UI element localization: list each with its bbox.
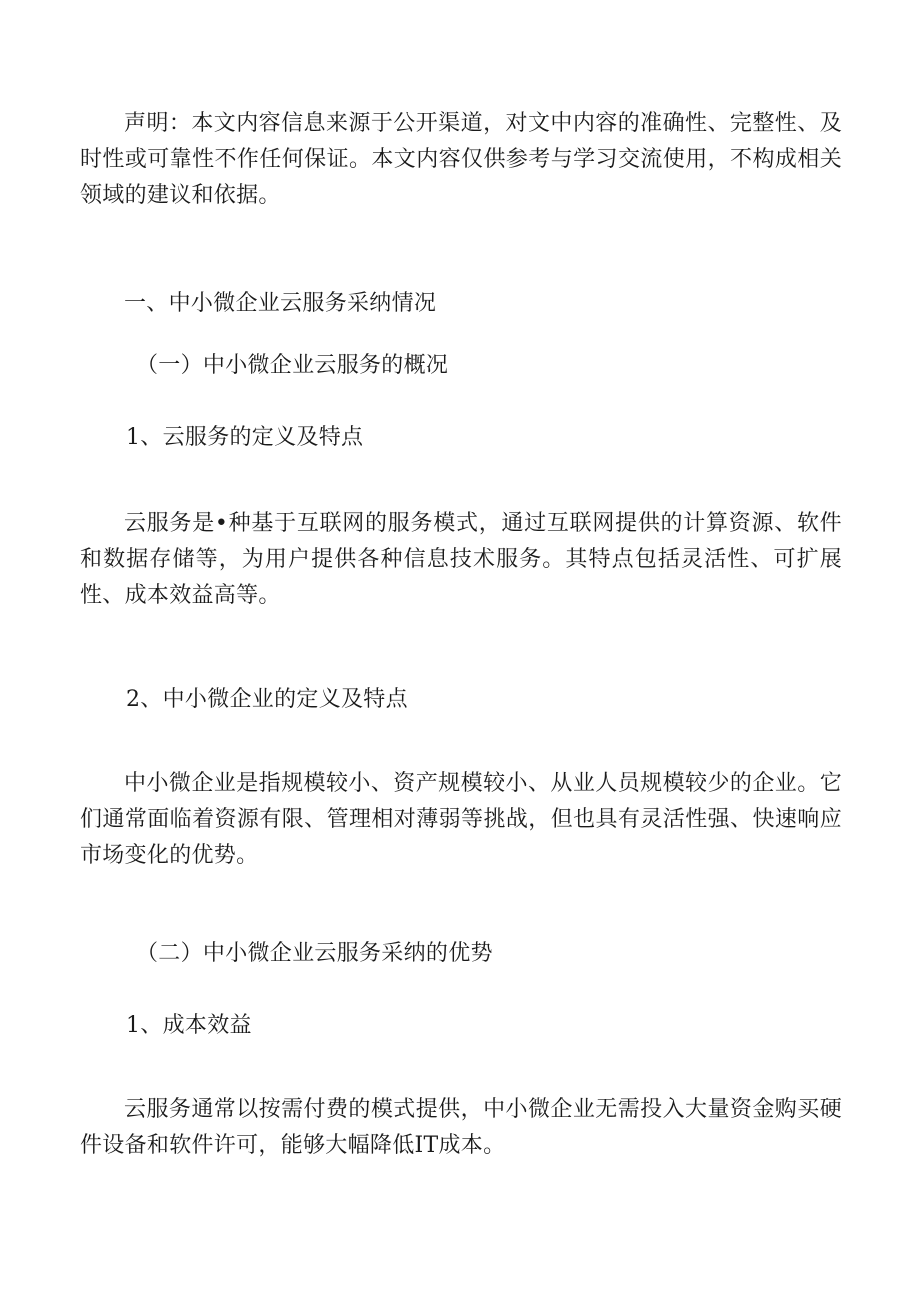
subsection-heading-advantages: （二）中小微企业云服务采纳的优势 xyxy=(136,941,493,966)
subsection-heading-overview: （一）中小微企业云服务的概况 xyxy=(136,353,449,378)
item-heading-cost-benefit: 1、成本效益 xyxy=(126,1013,252,1038)
paragraph-cost-benefit: 云服务通常以按需付费的模式提供，中小微企业无需投入大量资金购买硬件设备和软件许可，能够大幅降低IT成本。 xyxy=(80,1097,842,1158)
paragraph-cloud-definition: 云服务是•种基于互联网的服务模式，通过互联网提供的计算资源、软件和数据存储等，为用户提供各种信息技术服务。其特点包括灵活性、可扩展性、成本效益高等。 xyxy=(80,511,842,608)
section-heading-adoption: 一、中小微企业云服务采纳情况 xyxy=(124,291,437,316)
paragraph-sme-definition: 中小微企业是指规模较小、资产规模较小、从业人员规模较少的企业。它们通常面临着资源有限、管理相对薄弱等挑战，但也具有灵活性强、快速响应市场变化的优势。 xyxy=(80,771,842,868)
item-heading-cloud-definition: 1、云服务的定义及特点 xyxy=(126,425,364,450)
item-heading-sme-definition: 2、中小微企业的定义及特点 xyxy=(126,687,408,712)
disclaimer-paragraph: 声明：本文内容信息来源于公开渠道，对文中内容的准确性、完整性、及时性或可靠性不作任何保证。本文内容仅供参考与学习交流使用，不构成相关领域的建议和依据。 xyxy=(80,111,842,208)
